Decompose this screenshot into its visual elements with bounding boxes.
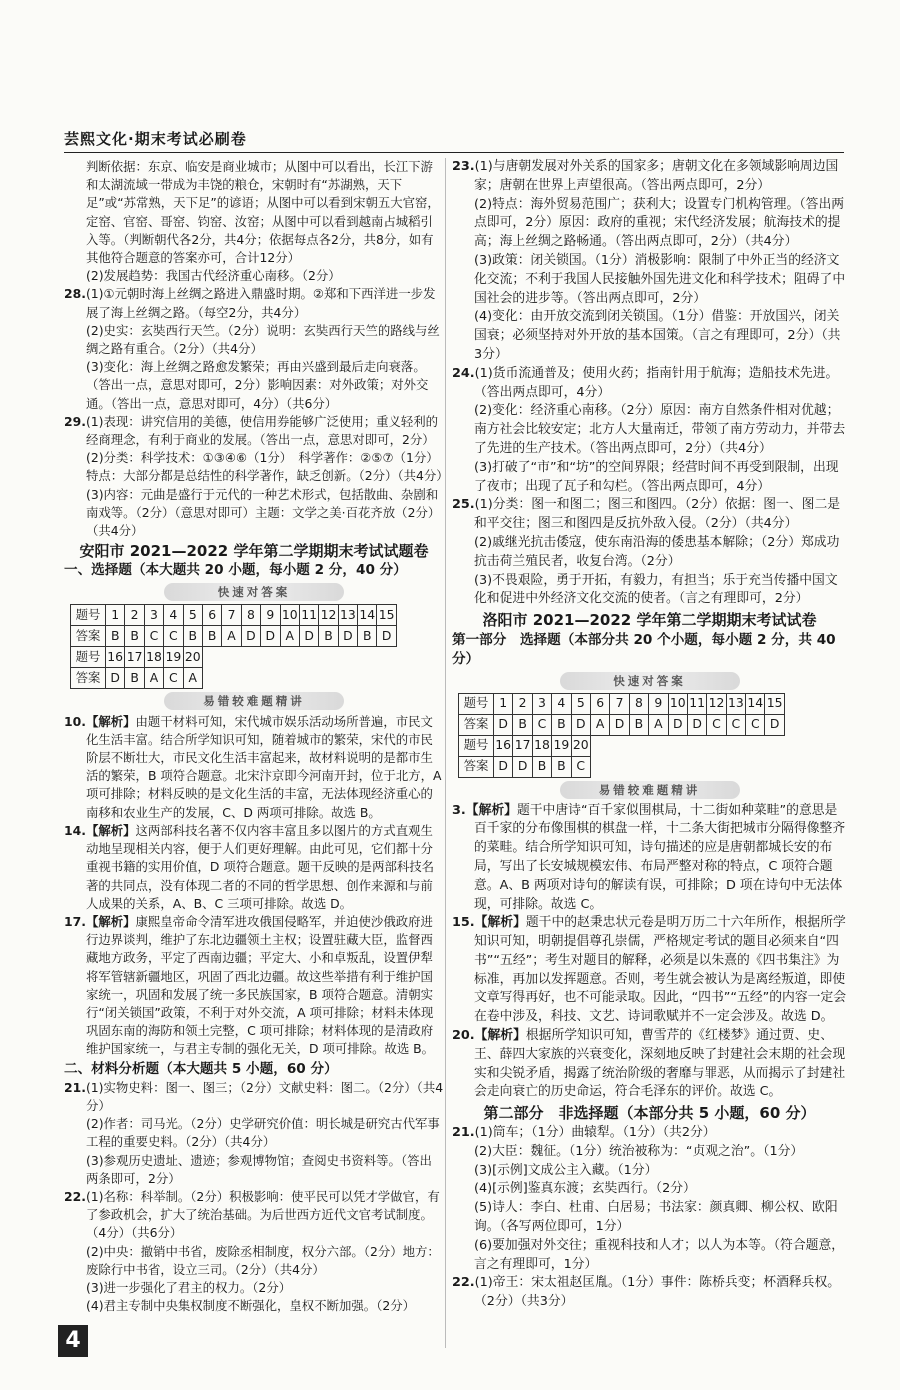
answer-table-cell: A bbox=[144, 667, 163, 688]
answer-table-cell: 18 bbox=[532, 735, 551, 756]
answer-table-cell: D bbox=[494, 756, 513, 777]
answer-continuation: (2)作者：司马光。（2分）史学研究价值：明长城是研究古代军事工程的重要史料。（2分）（共4分） bbox=[86, 1116, 440, 1150]
answer-table-cell: 20 bbox=[183, 646, 202, 667]
answer-text: (1)帝王：宋太祖赵匡胤。（1分）事件：陈桥兵变；杯酒释兵权。（2分）（共3分） bbox=[474, 1275, 841, 1310]
answer-table-cell: B bbox=[358, 625, 377, 646]
answer-text: (1)筒车；（1分）曲辕犁。（1分）（共2分） bbox=[474, 1125, 716, 1141]
section-banner: 快速对答案 bbox=[560, 672, 740, 690]
answer-table-cell: D bbox=[106, 667, 125, 688]
question-number: 22. bbox=[452, 1275, 475, 1291]
answer-continuation: (5)诗人：李白、杜甫、白居易；书法家：颜真卿、柳公权、欧阳询。（各写两位即可，1分） bbox=[474, 1200, 838, 1235]
analysis-tag: 【解析】 bbox=[85, 822, 136, 838]
answer-table-cell: B bbox=[106, 625, 125, 646]
answer-table-row bbox=[459, 735, 785, 756]
question-number: 29. bbox=[64, 413, 86, 429]
answer-table-cell: 13 bbox=[726, 693, 745, 714]
answer-item bbox=[452, 1124, 847, 1143]
answer-table-label: 答案 bbox=[459, 714, 494, 735]
answer-table-cell: 13 bbox=[338, 604, 357, 625]
answer-table-cell: C bbox=[164, 667, 183, 688]
answer-item bbox=[452, 914, 847, 1027]
analysis-tag: 【解析】 bbox=[474, 915, 526, 931]
answer-table-cell: 11 bbox=[687, 693, 706, 714]
answer-text: (1)实物史料：图一、图三；（2分）文献史料：图二。（2分）（共4分） bbox=[85, 1079, 444, 1113]
section-banner: 快速对答案 bbox=[164, 583, 344, 601]
analysis-tag: 【解析】 bbox=[465, 802, 517, 818]
answer-text: 康熙皇帝命令清军进攻俄国侵略军，并迫使沙俄政府进行边界谈判，维护了东北边疆领土主权；设置驻藏大臣，监督西藏地方政务，平定了西南边疆；平定大、小和卓叛乱，设置伊犁将军管辖新疆地区，巩固了西北边疆。故这些举措有利于维护国家统一，巩固和发展了统一多民族国家，B 项符合题意。清朝实行“闭关锁国”政策，不利于对外交流，A 项可排除；材料未体现巩固东南的海防和领土完整，C 项可排除；材料体现的是清政府维护国家统一，与君主专制的强化无关，D 项可排除。故选 B。 bbox=[86, 913, 435, 1057]
answer-table-cell: 16 bbox=[106, 646, 125, 667]
answer-table-label: 题号 bbox=[71, 604, 106, 625]
answer-table-cell: B bbox=[552, 714, 571, 735]
answer-table-cell: 19 bbox=[552, 735, 571, 756]
answer-table-cell: B bbox=[513, 714, 532, 735]
answer-continuation: (3)变化：海上丝绸之路愈发繁荣；再由兴盛到最后走向衰落。（答出一点，意思对即可，2分）影响因素：对外政策；对外交通。（答出一点，意思对即可，4分）（共6分） bbox=[86, 359, 429, 411]
answer-text: 由题干材料可知，宋代城市娱乐活动场所普遍，市民文化生活丰富。结合所学知识可知，随着城市的繁荣，宋代的市民阶层不断壮大，市民文化生活丰富起来，故材料说明的是都市生活的繁荣，B 项符合题意。北宋汴京即今河南开封，位于北方，A 项可排除；材料反映的是文化生活的丰富，无法体现经济重心的南移和农业生产的发展，C、D 两项可排除。故选 B。 bbox=[86, 713, 442, 820]
answer-table-cell: B bbox=[125, 667, 144, 688]
answer-item bbox=[452, 496, 847, 534]
answer-item bbox=[452, 1274, 847, 1312]
answer-text: (1)①元朝时海上丝绸之路进入鼎盛时期。②郑和下西洋进一步发展了海上丝绸之路。（每空2分，共4分） bbox=[85, 286, 436, 320]
answer-table-cell: 8 bbox=[241, 604, 260, 625]
answer-text: (1)名称：科举制。（2分）积极影响：使平民可以凭才学做官，有了参政机会，扩大了统治基础。为后世西方近代文官考试制度。（4分）（共6分） bbox=[85, 1188, 440, 1241]
question-number: 24. bbox=[452, 365, 475, 381]
answer-continuation: (2)中央：撤销中书省，废除丞相制度，权分六部。（2分）地方：废除行中书省，设立三司。（2分）（共4分） bbox=[86, 1243, 440, 1277]
answer-continuation: (4)[示例]鉴真东渡；玄奘西行。（2分） bbox=[474, 1181, 696, 1197]
right-column bbox=[452, 158, 847, 1312]
question-number: 22. bbox=[64, 1188, 86, 1204]
answer-table-cell: 10 bbox=[668, 693, 687, 714]
answer-table-cell: D bbox=[668, 714, 687, 735]
question-number: 3. bbox=[452, 802, 466, 818]
answer-item bbox=[64, 1188, 444, 1243]
question-number: 23. bbox=[452, 159, 475, 174]
question-number: 21. bbox=[452, 1125, 475, 1141]
answer-table-anyang bbox=[70, 604, 397, 689]
answer-table-cell: A bbox=[649, 714, 668, 735]
answer-table-cell: D bbox=[299, 625, 318, 646]
answer-table-cell: B bbox=[319, 625, 338, 646]
exam-title: 洛阳市 2021—2022 学年第二学期期末考试试卷 bbox=[482, 611, 817, 630]
answer-table-cell: 9 bbox=[649, 693, 668, 714]
answer-table-label: 题号 bbox=[71, 646, 106, 667]
answer-continuation: (2)发展趋势：我国古代经济重心南移。（2分） bbox=[86, 268, 341, 284]
question-number: 14. bbox=[64, 822, 86, 838]
answer-item bbox=[64, 822, 444, 913]
answer-table-cell: 7 bbox=[222, 604, 241, 625]
answer-table-cell: C bbox=[726, 714, 745, 735]
answer-table-label: 题号 bbox=[459, 693, 494, 714]
answer-table-cell: 7 bbox=[610, 693, 629, 714]
answer-table-row bbox=[71, 604, 397, 625]
answer-continuation: (3)打破了“市”和“坊”的空间界限；经营时间不再受到限制，出现了夜市；出现了瓦子和勾栏。（答出两点即可，4分） bbox=[474, 459, 839, 494]
question-number: 20. bbox=[452, 1028, 475, 1044]
answer-continuation: (3)进一步强化了君主的权力。（2分） bbox=[86, 1279, 292, 1295]
answer-text: 题干中的赵秉忠状元卷是明万历二十六年所作，根据所学知识可知，明朝提倡尊孔崇儒，严格规定考试的题目必须来自“四书”“五经”；考生对题目的解释，必须是以朱熹的《四书集注》为标准，再加以发挥题意。否则，考生就会被认为是离经叛道，即使文章写得再好，也不可能录取。因此，“四书”“五经”的内容一定会在卷中涉及，科技、文艺、诗词歌赋并不一定会涉及。故选 D。 bbox=[474, 915, 847, 1025]
answer-table-label: 答案 bbox=[71, 625, 106, 646]
answer-table-cell: A bbox=[280, 625, 299, 646]
answer-table-cell: D bbox=[261, 625, 280, 646]
answer-table-cell: 6 bbox=[590, 693, 609, 714]
answer-table-cell: 16 bbox=[494, 735, 513, 756]
answer-item bbox=[452, 365, 847, 403]
answer-table-cell: C bbox=[532, 714, 551, 735]
answer-table-cell: 17 bbox=[513, 735, 532, 756]
answer-continuation: (3)不畏艰险，勇于开拓，有毅力，有担当；乐于充当传播中国文化和促进中外经济文化交流的使者。（言之有理即可，2分） bbox=[474, 572, 838, 607]
answer-table-label: 答案 bbox=[459, 756, 494, 777]
answer-table-cell: 18 bbox=[144, 646, 163, 667]
answer-table-cell: A bbox=[183, 667, 202, 688]
answer-table-cell: 5 bbox=[571, 693, 590, 714]
answer-table-row bbox=[71, 667, 397, 688]
answer-table-cell: D bbox=[610, 714, 629, 735]
section-heading: 一、选择题（本大题共 20 小题，每小题 2 分，40 分） bbox=[64, 562, 407, 579]
answer-text: (1)货币流通普及；使用火药；指南针用于航海；造船技术先进。（答出两点即可，4分） bbox=[474, 365, 839, 400]
answer-table-cell: 19 bbox=[164, 646, 183, 667]
answer-table-luoyang bbox=[458, 693, 785, 778]
answer-continuation: 判断依据：东京、临安是商业城市；从图中可以看出，长江下游和太湖流域一带成为丰饶的粮仓，宋朝时有“苏湖熟，天下足”或“苏常熟，天下足”的谚语；从图中可以看到宋朝五大官窑，定窑、官窑、哥窑、钧窑、汝窑；从图中可以看到越南占城稻引入等。（判断朝代各2分，共4分；依据每点各2分，共8分，如有其他符合题意的答案亦可，合计12分） bbox=[86, 159, 440, 266]
answer-table-cell: D bbox=[338, 625, 357, 646]
answer-table-cell: 17 bbox=[125, 646, 144, 667]
answer-table-cell: 2 bbox=[513, 693, 532, 714]
question-number: 25. bbox=[452, 497, 475, 513]
column-divider bbox=[445, 158, 446, 1348]
answer-text: (1)与唐朝发展对外关系的国家多；唐朝文化在多领域影响周边国家；唐朝在世界上声望很高。（答出两点即可，2分） bbox=[474, 159, 839, 193]
answer-table-cell: 1 bbox=[494, 693, 513, 714]
answer-continuation: (2)大臣：魏征。（1分）统治被称为：“贞观之治”。（1分） bbox=[474, 1143, 804, 1159]
answer-table-cell: 4 bbox=[164, 604, 183, 625]
section-heading: 二、材料分析题（本大题共 5 小题，60 分） bbox=[64, 1060, 338, 1077]
section-banner: 易错较难题精讲 bbox=[560, 781, 740, 799]
answer-table-cell: 14 bbox=[358, 604, 377, 625]
answer-table-cell: D bbox=[765, 714, 784, 735]
answer-table-cell: B bbox=[552, 756, 571, 777]
header-rule bbox=[64, 152, 844, 153]
answer-table-cell: 5 bbox=[183, 604, 202, 625]
answer-text: (1)分类：图一和图二；图三和图四。（2分）依据：图一、图二是和平交往；图三和图四是反抗外敌入侵。（2分）（共4分） bbox=[474, 497, 841, 532]
question-number: 15. bbox=[452, 915, 475, 931]
running-header: 芸熙文化·期末考试必刷卷 bbox=[64, 130, 247, 148]
answer-table-label: 答案 bbox=[71, 667, 106, 688]
answer-text: (1)表现：讲究信用的美德，使信用券能够广泛使用；重义轻利的经商理念，有利于商业的发展。（答出一点，意思对即可，2分） bbox=[85, 413, 439, 448]
answer-continuation: (3)参观历史遗址、遗迹；参观博物馆；查阅史书资料等。（答出两条即可，2分） bbox=[86, 1152, 432, 1186]
answer-table-cell: 11 bbox=[299, 604, 318, 625]
question-number: 10. bbox=[64, 713, 86, 729]
answer-table-cell: D bbox=[377, 625, 396, 646]
answer-table-cell: B bbox=[629, 714, 648, 735]
answer-table-cell: 6 bbox=[202, 604, 221, 625]
answer-table-cell: 4 bbox=[552, 693, 571, 714]
answer-table-row bbox=[71, 646, 397, 667]
answer-table-cell: C bbox=[571, 756, 590, 777]
answer-table-cell: 9 bbox=[261, 604, 280, 625]
answer-table-cell: 12 bbox=[319, 604, 338, 625]
answer-table-row bbox=[459, 756, 785, 777]
answer-table-cell: 20 bbox=[571, 735, 590, 756]
answer-table-cell: B bbox=[532, 756, 551, 777]
page-number: 4 bbox=[58, 1325, 88, 1357]
answer-table-cell: C bbox=[144, 625, 163, 646]
answer-continuation: (2)史实：玄奘西行天竺。（2分）说明：玄奘西行天竺的路线与丝绸之路有重合。（2分）（共4分） bbox=[86, 322, 440, 357]
answer-continuation: (3)政策：闭关锁国。（1分）消极影响：限制了中外正当的经济文化交流；不利于我国人民接触外国先进文化和科学技术；阻碍了中国社会的进步等。（答出两点即可，2分） bbox=[474, 252, 846, 306]
answer-table-cell: 8 bbox=[629, 693, 648, 714]
exam-title: 第二部分 非选择题（本部分共 5 小题，60 分） bbox=[483, 1104, 816, 1123]
answer-table-cell: C bbox=[707, 714, 726, 735]
analysis-tag: 【解析】 bbox=[85, 713, 136, 729]
answer-table-cell: D bbox=[494, 714, 513, 735]
answer-table-cell: 3 bbox=[144, 604, 163, 625]
answer-item bbox=[452, 1027, 847, 1102]
analysis-tag: 【解析】 bbox=[474, 1028, 526, 1044]
answer-item bbox=[452, 802, 847, 915]
answer-table-cell: 12 bbox=[707, 693, 726, 714]
answer-continuation: (4)变化：由开放交流到闭关锁国。（1分）借鉴：开放国兴，闭关国衰；必须坚持对外开放的基本国策。（言之有理即可，2分）（共3分） bbox=[474, 309, 841, 362]
answer-table-cell: 2 bbox=[125, 604, 144, 625]
answer-table-cell: B bbox=[125, 625, 144, 646]
answer-text: 题干中唐诗“百千家似围棋局，十二街如种菜畦”的意思是百千家的分布像围棋的棋盘一样，十二条大街把城市分隔得像整齐的菜畦。结合所学知识可知，诗句描述的应是唐朝都城长安的布局，写出了长安城规模宏伟、布局严整对称的特点，C 项符合题意。A、B 两项对诗句的解读有误，可排除；D 项在诗句中无法体现，可排除。故选 C。 bbox=[474, 802, 846, 912]
answer-text: 这两部科技名著不仅内容丰富且多以图片的方式直观生动地呈现相关内容，便于人们更好理解。由此可见，它们都十分重视书籍的实用价值，D 项符合题意。题干反映的是两部科技名著的共同点，没有体现二者的不同的哲学思想、创作来源和与前人成果的关系，A、B、C 三项可排除。故选 D。 bbox=[86, 822, 435, 911]
answer-continuation: (3)内容：元曲是盛行于元代的一种艺术形式，包括散曲、杂剧和南戏等。（2分）（意思对即可）主题：文学之美·百花齐放（2分）（共4分） bbox=[86, 486, 441, 539]
answer-table-row bbox=[459, 693, 785, 714]
answer-table-cell: 15 bbox=[377, 604, 396, 625]
answer-table-cell: C bbox=[164, 625, 183, 646]
analysis-tag: 【解析】 bbox=[85, 913, 136, 929]
answer-item bbox=[64, 913, 444, 1059]
answer-table-cell: 15 bbox=[765, 693, 784, 714]
answer-continuation: (2)变化：经济重心南移。（2分）原因：南方自然条件相对优越；南方社会比较安定；北方人大量南迁，带领了南方劳动力，并带去了先进的生产技术。（答出两点即可，2分）（共4分） bbox=[474, 403, 846, 456]
question-number: 17. bbox=[64, 913, 86, 929]
answer-table-cell: D bbox=[513, 756, 532, 777]
answer-item bbox=[64, 1079, 444, 1115]
answer-item bbox=[452, 158, 847, 196]
question-number: 28. bbox=[64, 286, 86, 302]
left-column bbox=[64, 158, 449, 1315]
answer-table-cell: 3 bbox=[532, 693, 551, 714]
answer-item bbox=[64, 285, 444, 321]
answer-table-label: 题号 bbox=[459, 735, 494, 756]
answer-table-cell: A bbox=[222, 625, 241, 646]
answer-table-cell: 14 bbox=[746, 693, 765, 714]
exam-title: 安阳市 2021—2022 学年第二学期期末考试试题卷 bbox=[79, 542, 429, 561]
question-number: 21. bbox=[64, 1079, 86, 1095]
answer-table-cell: A bbox=[590, 714, 609, 735]
answer-table-row bbox=[459, 714, 785, 735]
answer-table-cell: C bbox=[746, 714, 765, 735]
answer-table-cell: 1 bbox=[106, 604, 125, 625]
answer-item bbox=[64, 413, 444, 449]
answer-continuation: (2)特点：海外贸易范围广；获利大；设置专门机构管理。（答出两点即可，2分）原因：政府的重视；宋代经济发展；航海技术的提高；海上丝绸之路畅通。（答出两点即可，2分）（共4分） bbox=[474, 196, 845, 250]
answer-table-cell: B bbox=[183, 625, 202, 646]
answer-table-cell: D bbox=[571, 714, 590, 735]
answer-continuation: (3)[示例]文成公主入藏。（1分） bbox=[474, 1162, 658, 1178]
answer-table-row bbox=[71, 625, 397, 646]
answer-table-cell: 10 bbox=[280, 604, 299, 625]
answer-continuation: (2)分类：科学技术：①③④⑥（1分） 科学著作：②⑤⑦（1分） 特点：大部分都是总结性的科学著作，缺乏创新。（2分）（共4分） bbox=[86, 450, 449, 484]
answer-table-cell: D bbox=[241, 625, 260, 646]
section-banner: 易错较难题精讲 bbox=[164, 692, 344, 710]
answer-table-cell: B bbox=[202, 625, 221, 646]
answer-continuation: (6)要加强对外交往；重视科技和人才；以人为本等。（符合题意，言之有理即可，1分） bbox=[474, 1237, 845, 1272]
answer-continuation: (4)君主专制中央集权制度不断强化，皇权不断加强。（2分） bbox=[86, 1298, 415, 1314]
answer-table-cell: D bbox=[687, 714, 706, 735]
answer-text: 根据所学知识可知，曹雪芹的《红楼梦》通过贾、史、王、薛四大家族的兴衰变化，深刻地反映了封建社会末期的社会现实和尖锐矛盾，揭露了统治阶级的奢靡与罪恶，从而揭示了封建社会走向衰亡的历史命运，符合毛泽东的评价。故选 C。 bbox=[474, 1028, 846, 1100]
answer-continuation: (2)戚继光抗击倭寇，使东南沿海的倭患基本解除；（2分）郑成功抗击荷兰殖民者，收复台湾。（2分） bbox=[474, 534, 840, 569]
answer-item bbox=[64, 713, 444, 822]
section-heading: 第一部分 选择题（本部分共 20 个小题，每小题 2 分，共 40 分） bbox=[452, 631, 836, 667]
